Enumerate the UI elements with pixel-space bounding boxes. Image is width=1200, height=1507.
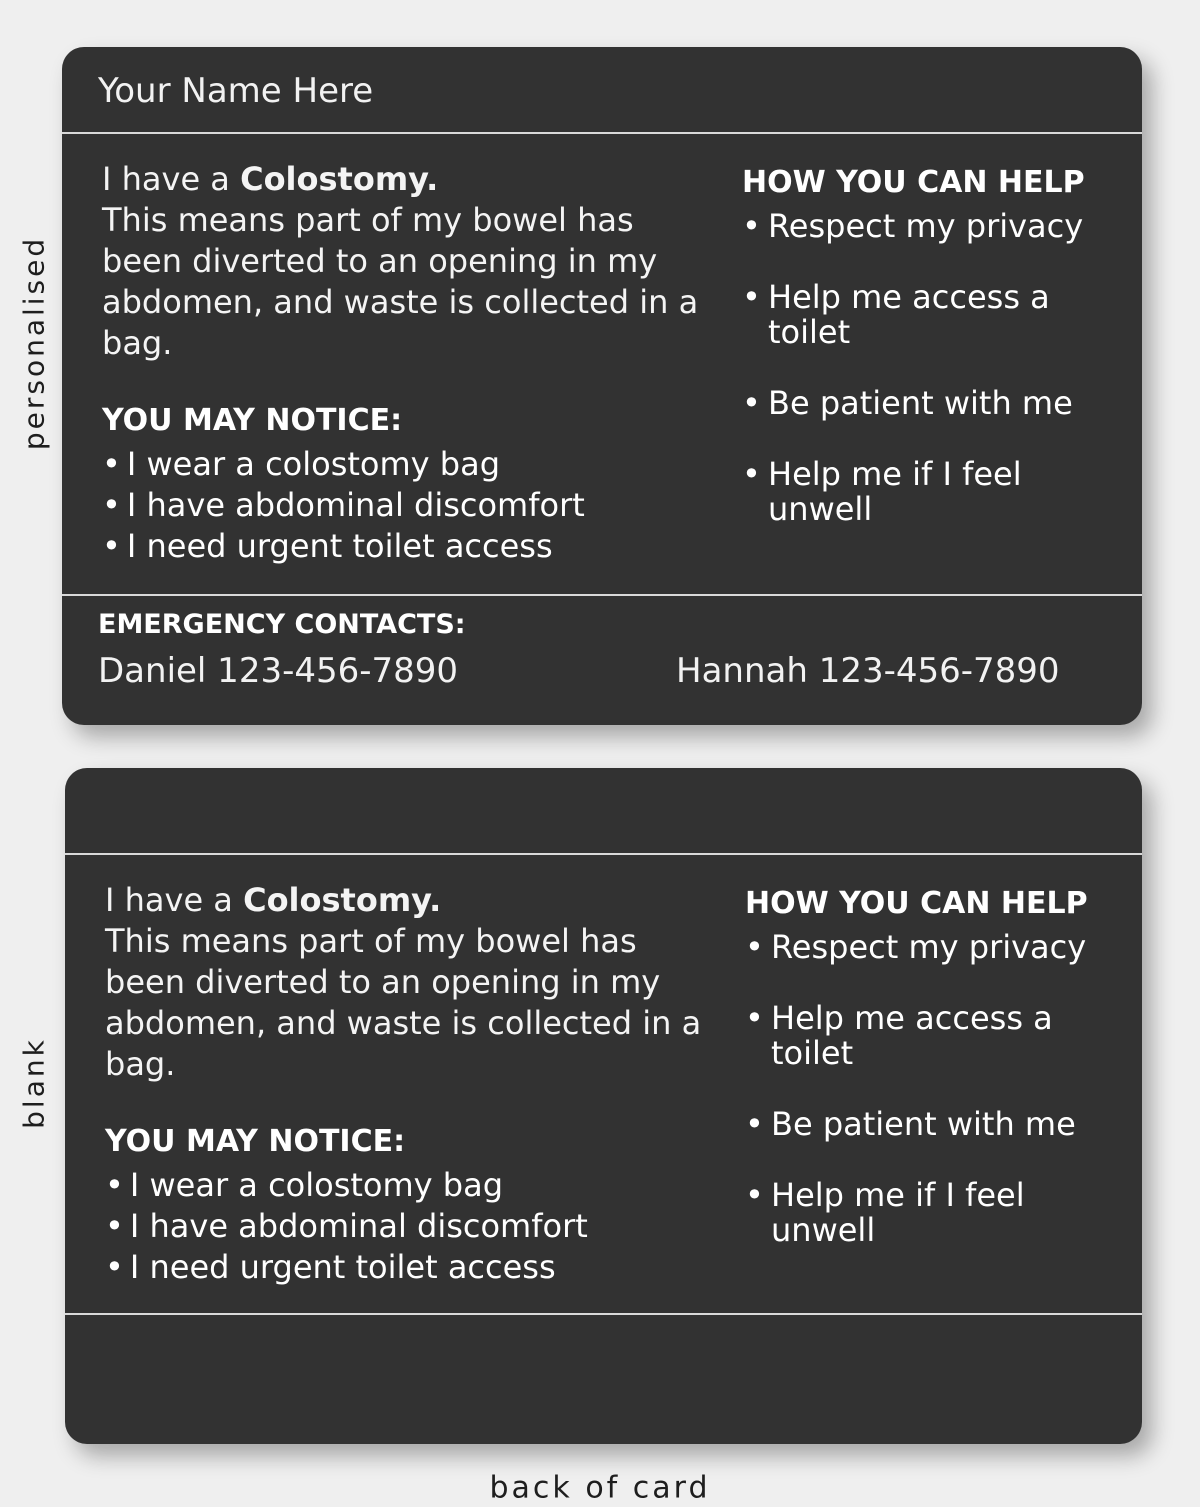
notice-item: • I wear a colostomy bag — [105, 1165, 705, 1206]
help-item: • Help me access a toilet — [742, 280, 1122, 350]
intro-body: This means part of my bowel has been diverted to an opening in my abdomen, and waste is collected in a bag. — [102, 201, 699, 362]
header-divider — [62, 132, 1142, 134]
notice-item: • I wear a colostomy bag — [102, 444, 702, 485]
intro-text — [102, 159, 702, 364]
help-item: • Respect my privacy — [742, 209, 1122, 244]
help-item: • Help me if I feel unwell — [745, 1178, 1125, 1248]
notice-item: • I need urgent toilet access — [102, 526, 702, 567]
footer-divider — [62, 594, 1142, 596]
notice-list — [102, 444, 702, 567]
intro-prefix: I have a — [102, 160, 230, 198]
personalised-card — [62, 47, 1142, 725]
emergency-contact-2: Hannah 123-456-7890 — [676, 651, 1060, 691]
help-column — [745, 886, 1125, 1284]
notice-item: • I need urgent toilet access — [105, 1247, 705, 1288]
info-column — [105, 880, 705, 1288]
header-divider — [65, 853, 1142, 855]
blank-card — [65, 768, 1142, 1444]
back-of-card-caption: back of card — [489, 1470, 711, 1506]
notice-title: YOU MAY NOTICE: — [102, 403, 403, 438]
help-list — [745, 930, 1125, 1248]
help-item: • Respect my privacy — [745, 930, 1125, 965]
emergency-contact-1: Daniel 123-456-7890 — [98, 651, 459, 691]
intro-text — [105, 880, 705, 1085]
intro-prefix: I have a — [105, 881, 233, 919]
condition-name: Colostomy. — [240, 160, 439, 198]
notice-item: • I have abdominal discomfort — [102, 485, 702, 526]
footer-divider — [65, 1313, 1142, 1315]
help-item: • Help me if I feel unwell — [742, 457, 1122, 527]
notice-title: YOU MAY NOTICE: — [105, 1124, 406, 1159]
blank-label: blank — [17, 1037, 51, 1129]
help-item: • Be patient with me — [745, 1107, 1125, 1142]
card-holder-name: Your Name Here — [98, 71, 374, 111]
help-list — [742, 209, 1122, 527]
intro-body: This means part of my bowel has been diverted to an opening in my abdomen, and waste is collected in a bag. — [105, 922, 702, 1083]
personalised-label: personalised — [17, 235, 51, 451]
help-column — [742, 165, 1122, 563]
condition-name: Colostomy. — [243, 881, 442, 919]
info-column — [102, 159, 702, 567]
help-title: HOW YOU CAN HELP — [745, 886, 1088, 921]
help-item: • Be patient with me — [742, 386, 1122, 421]
help-item: • Help me access a toilet — [745, 1001, 1125, 1071]
notice-list — [105, 1165, 705, 1288]
notice-item: • I have abdominal discomfort — [105, 1206, 705, 1247]
emergency-contacts-title: EMERGENCY CONTACTS: — [98, 609, 466, 640]
help-title: HOW YOU CAN HELP — [742, 165, 1085, 200]
